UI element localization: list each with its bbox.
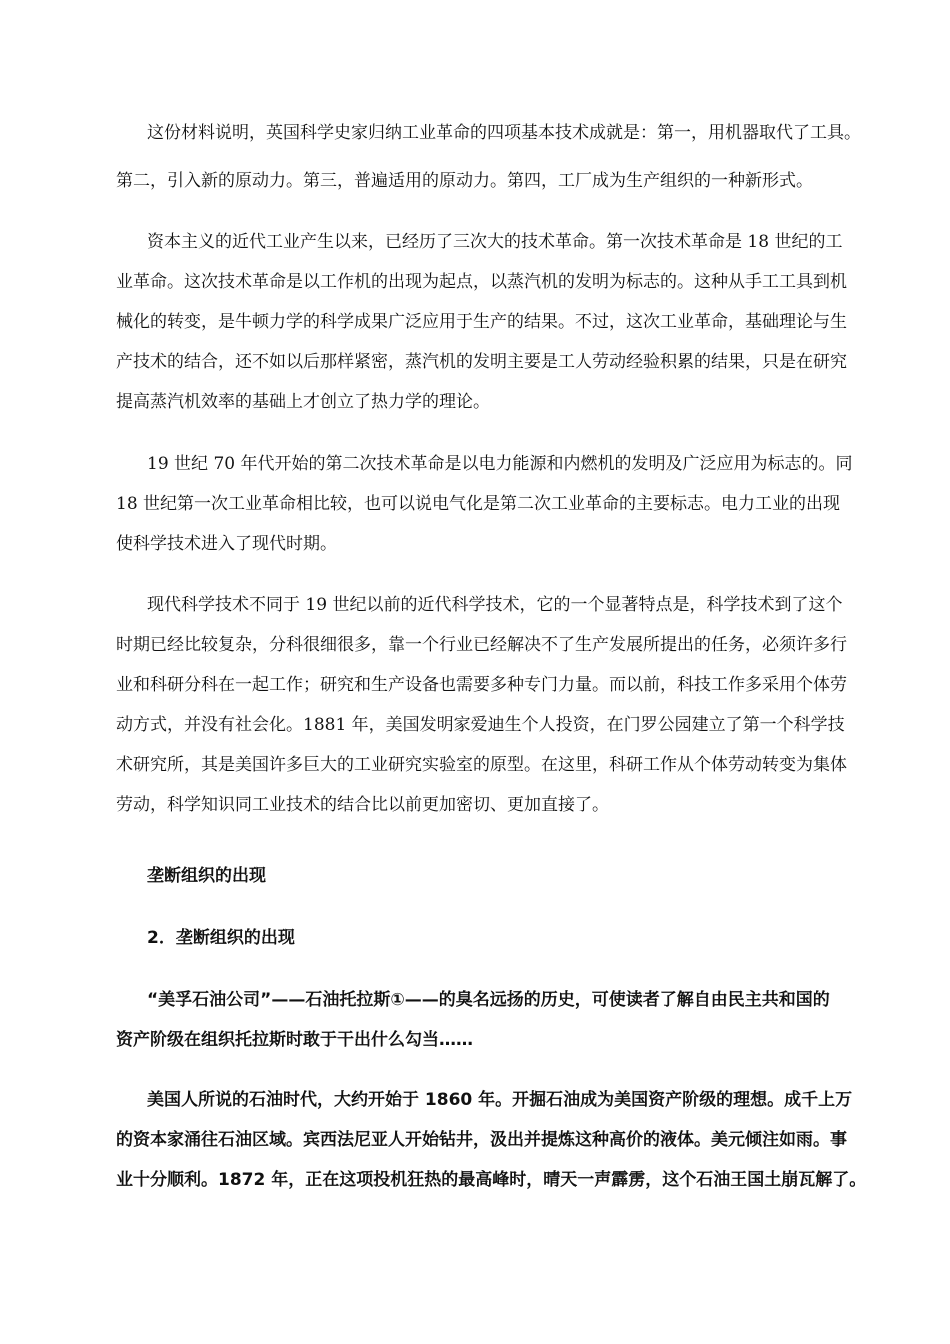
- text-line: 劳动，科学知识同工业技术的结合比以前更加密切、更加直接了。: [116, 795, 609, 815]
- text-line: 时期已经比较复杂，分科很细很多，靠一个行业已经解决不了生产发展所提出的任务，必须许多行: [116, 635, 847, 655]
- text-line: 资本主义的近代工业产生以来，已经历了三次大的技术革命。第一次技术革命是 18 世纪的工: [147, 232, 843, 252]
- text-line: 提高蒸汽机效率的基础上才创立了热力学的理论。: [116, 392, 490, 412]
- section-heading: 垄断组织的出现: [147, 866, 266, 886]
- text-line: 19 世纪 70 年代开始的第二次技术革命是以电力能源和内燃机的发明及广泛应用为标志的。同: [147, 454, 853, 474]
- text-line: 动方式，并没有社会化。1881 年，美国发明家爱迪生个人投资，在门罗公园建立了第一个科学技: [116, 715, 845, 735]
- text-line: 的资本家涌往石油区域。宾西法尼亚人开始钻井，汲出并提炼这种高价的液体。美元倾注如雨。事: [116, 1130, 847, 1150]
- text-line: 美国人所说的石油时代，大约开始于 1860 年。开掘石油成为美国资产阶级的理想。成千上万: [147, 1090, 853, 1110]
- text-line: 资产阶级在组织托拉斯时敢于干出什么勾当……: [116, 1030, 473, 1050]
- text-line: 产技术的结合，还不如以后那样紧密，蒸汽机的发明主要是工人劳动经验积累的结果，只是在研究: [116, 352, 847, 372]
- text-line: 术研究所，其是美国许多巨大的工业研究实验室的原型。在这里，科研工作从个体劳动转变为集体: [116, 755, 847, 775]
- text-line: “美孚石油公司”——石油托拉斯①——的臭名远扬的历史，可使读者了解自由民主共和国的: [147, 990, 830, 1010]
- text-line: 使科学技术进入了现代时期。: [116, 534, 337, 554]
- text-line: 18 世纪第一次工业革命相比较，也可以说电气化是第二次工业革命的主要标志。电力工业的出现: [116, 494, 841, 514]
- text-line: 这份材料说明，英国科学史家归纳工业革命的四项基本技术成就是：第一，用机器取代了工具。: [147, 123, 861, 143]
- text-line: 第二，引入新的原动力。第三，普遍适用的原动力。第四，工厂成为生产组织的一种新形式。: [116, 171, 813, 191]
- text-line: 现代科学技术不同于 19 世纪以前的近代科学技术，它的一个显著特点是，科学技术到了这个: [147, 595, 843, 615]
- section-heading: 2．垄断组织的出现: [147, 928, 295, 948]
- text-line: 业革命。这次技术革命是以工作机的出现为起点，以蒸汽机的发明为标志的。这种从手工工具到机: [116, 272, 847, 292]
- text-line: 业十分顺利。1872 年，正在这项投机狂热的最高峰时，晴天一声霹雳，这个石油王国土崩瓦解了。: [116, 1170, 867, 1190]
- text-line: 械化的转变，是牛顿力学的科学成果广泛应用于生产的结果。不过，这次工业革命，基础理论与生: [116, 312, 847, 332]
- text-line: 业和科研分科在一起工作；研究和生产设备也需要多种专门力量。而以前，科技工作多采用个体劳: [116, 675, 847, 695]
